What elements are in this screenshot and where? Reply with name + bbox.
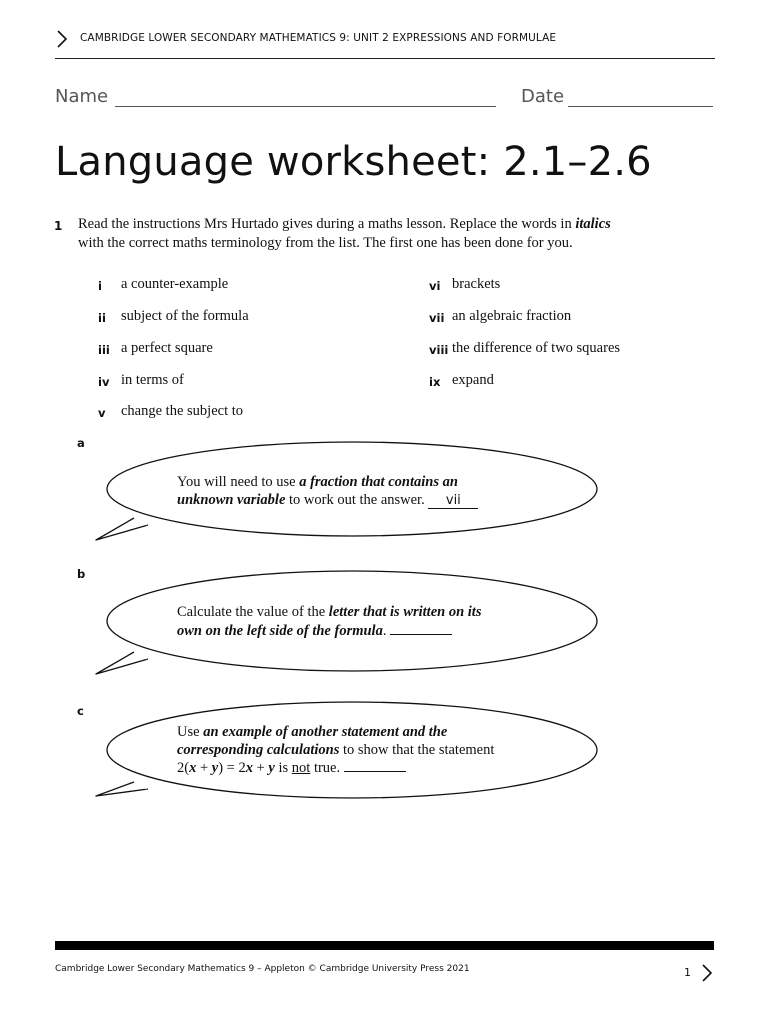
answer-field-c[interactable] [344, 759, 406, 772]
term-text: a counter-example [121, 276, 229, 292]
question-text: Read the instructions Mrs Hurtado gives during a maths lesson. Replace the words in italics with the correct maths terminology from the list. The first one has been done for you. [78, 216, 611, 251]
term-number: v [98, 406, 106, 420]
term-number: vii [429, 311, 445, 325]
term-text: in terms of [121, 372, 184, 388]
chevron-right-icon [54, 29, 70, 49]
answer-field-b[interactable] [390, 622, 452, 635]
name-label: Name [55, 86, 109, 107]
term-text: change the subject to [121, 403, 243, 419]
term-number: iii [98, 343, 110, 357]
part-label-c: c [77, 704, 84, 718]
term-number: i [98, 279, 102, 293]
footer-credit: Cambridge Lower Secondary Mathematics 9 – Appleton © Cambridge University Press 2021 [55, 964, 470, 974]
header-divider [55, 58, 715, 59]
footer-bar [55, 941, 714, 950]
term-text: subject of the formula [121, 308, 249, 324]
term-number: viii [429, 343, 449, 357]
page-number: 1 [684, 966, 691, 979]
name-field[interactable] [115, 106, 496, 107]
instruction-text-c: Use an example of another statement and the corresponding calculations to show that the statement 2(x + y) = 2x + y is not true. [177, 724, 495, 776]
term-number: ii [98, 311, 106, 325]
question-number: 1 [54, 219, 63, 233]
term-number: ix [429, 375, 441, 389]
term-text: brackets [452, 276, 501, 292]
chevron-right-icon[interactable] [700, 963, 714, 983]
answer-field-a[interactable]: vii [428, 494, 478, 509]
part-label-a: a [77, 436, 85, 450]
part-label-b: b [77, 567, 86, 581]
term-number: iv [98, 375, 110, 389]
date-label: Date [521, 86, 565, 107]
term-text: expand [452, 372, 494, 388]
instruction-text-a: You will need to use a fraction that contains an unknown variable to work out the answer. vii [177, 474, 507, 509]
term-text: an algebraic fraction [452, 308, 572, 324]
term-text: a perfect square [121, 340, 213, 356]
header-title: CAMBRIDGE LOWER SECONDARY MATHEMATICS 9: UNIT 2 EXPRESSIONS AND FORMULAE [80, 32, 557, 44]
term-text: the difference of two squares [452, 340, 621, 356]
instruction-text-b: Calculate the value of the letter that is written on its own on the left side of the formula. [177, 604, 482, 639]
page-title: Language worksheet: 2.1–2.6 [55, 139, 652, 185]
term-number: vi [429, 279, 441, 293]
date-field[interactable] [568, 106, 713, 107]
